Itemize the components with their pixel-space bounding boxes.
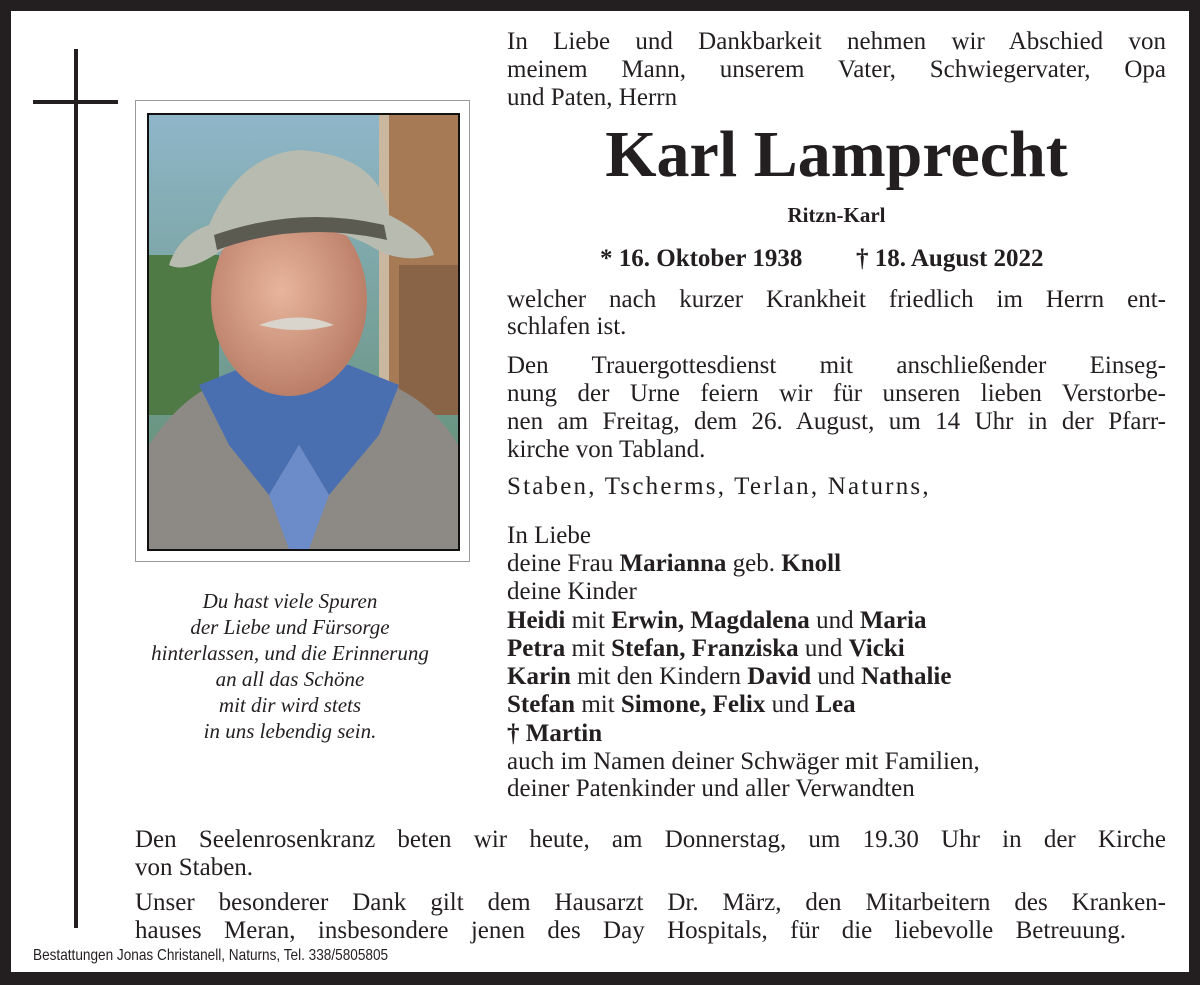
quote-line: in uns lebendig sein. <box>203 719 377 743</box>
family-text: In Liebe <box>507 522 591 549</box>
family-text: mit <box>565 607 612 634</box>
family-text: und <box>765 691 816 718</box>
quote-line: der Liebe und Fürsorge <box>190 615 390 639</box>
family-name: Stefan, Franziska <box>611 635 799 662</box>
quote-line: Du hast viele Spuren <box>202 589 378 613</box>
memorial-quote <box>135 588 445 744</box>
cross-icon-vertical <box>74 49 78 928</box>
rosary-line: von Staben. <box>135 854 254 881</box>
family-text: deine Kinder <box>507 578 637 605</box>
places: Staben, Tscherms, Terlan, Naturns, <box>507 473 931 500</box>
family-name: Simone, Felix <box>620 691 766 718</box>
family-text: deiner Patenkinder und aller Verwandten <box>507 775 915 802</box>
family-name: Lea <box>815 691 856 718</box>
family-line <box>507 775 915 803</box>
family-line <box>507 663 951 691</box>
family-line <box>507 578 637 606</box>
family-text: und <box>811 663 862 690</box>
family-line <box>507 720 602 748</box>
family-text: mit <box>575 691 621 718</box>
death-date: † 18. August 2022 <box>856 245 1044 272</box>
family-name: Vicki <box>848 635 905 662</box>
death-note-line: schlafen ist. <box>507 313 627 340</box>
family-name: Marianna <box>619 550 727 577</box>
family-name: Nathalie <box>861 663 952 690</box>
family-line <box>507 635 905 663</box>
service-line: nen am Freitag, dem 26. August, um 14 Uhr in der Pfarr- <box>507 408 1166 435</box>
family-name: Knoll <box>781 550 842 577</box>
intro-line: und Paten, Herrn <box>507 84 678 111</box>
family-text: und <box>798 635 849 662</box>
cross-icon-horizontal <box>33 100 118 104</box>
death-note-line: welcher nach kurzer Krankheit friedlich im Herrn ent- <box>507 286 1166 313</box>
family-text: mit <box>565 635 612 662</box>
nickname: Ritzn-Karl <box>787 203 886 227</box>
family-text: geb. <box>726 550 782 577</box>
family-name: Stefan <box>507 691 576 718</box>
family-name: Maria <box>859 607 927 634</box>
family-name: Karin <box>507 663 571 690</box>
family-text: auch im Namen deiner Schwäger mit Familien, <box>507 748 980 775</box>
birth-date: * 16. Oktober 1938 <box>600 245 803 272</box>
portrait-photo <box>147 113 460 551</box>
intro-line: meinem Mann, unserem Vater, Schwiegervater, Opa <box>507 56 1166 83</box>
funeral-home-footer: Bestattungen Jonas Christanell, Naturns, Tel. 338/5805805 <box>33 947 389 964</box>
intro-line: In Liebe und Dankbarkeit nehmen wir Abschied von <box>507 28 1166 55</box>
family-name: David <box>747 663 812 690</box>
family-name: Erwin, Magdalena <box>611 607 810 634</box>
service-line: nung der Urne feiern wir für unseren lieben Verstorbe- <box>507 380 1166 407</box>
family-name: Petra <box>507 635 566 662</box>
family-line <box>507 550 841 578</box>
family-name: † Martin <box>507 720 603 747</box>
family-text: und <box>809 607 860 634</box>
family-line <box>507 522 591 550</box>
deceased-name: Karl Lamprecht <box>605 118 1068 191</box>
rosary-line: Den Seelenrosenkranz beten wir heute, am Donnerstag, um 19.30 Uhr in der Kirche <box>135 826 1166 853</box>
thanks-line: hauses Meran, insbesondere jenen des Day Hospitals, für die liebevolle Betreuung. <box>135 917 1126 944</box>
quote-line: hinterlassen, und die Erinnerung <box>151 641 429 665</box>
family-line <box>507 691 856 719</box>
service-line: Den Trauergottesdienst mit anschließender Einseg- <box>507 352 1166 379</box>
thanks-line: Unser besonderer Dank gilt dem Hausarzt Dr. März, den Mitarbeitern des Kranken- <box>135 889 1166 916</box>
service-line: kirche von Tabland. <box>507 436 706 463</box>
family-line <box>507 607 926 635</box>
quote-line: an all das Schöne <box>215 667 365 691</box>
quote-line: mit dir wird stets <box>218 693 362 717</box>
family-text: deine Frau <box>507 550 620 577</box>
family-line <box>507 748 980 776</box>
family-name: Heidi <box>507 607 566 634</box>
family-text: mit den Kindern <box>570 663 748 690</box>
